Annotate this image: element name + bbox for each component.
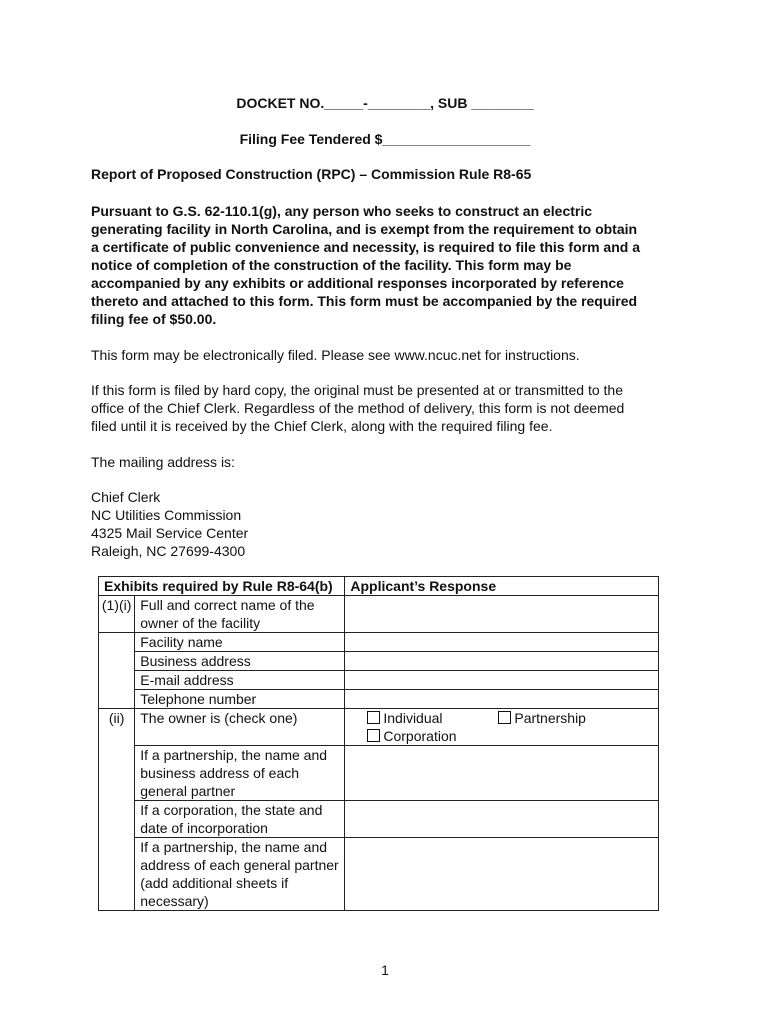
filing-fee-line: Filing Fee Tendered $___________________ bbox=[239, 131, 531, 147]
mailing-address-intro: The mailing address is: bbox=[91, 454, 235, 470]
exhibit-number bbox=[99, 838, 135, 911]
exhibit-description: If a partnership, the name and address of each general partner (add additional sheets if necessary) bbox=[135, 838, 345, 911]
partnership-partners-response[interactable] bbox=[345, 746, 659, 801]
pursuant-line: generating facility in North Carolina, and is exempt from the requirement to obtain bbox=[91, 221, 638, 237]
exhibits-table bbox=[98, 576, 659, 911]
facility-name-response[interactable] bbox=[345, 633, 659, 652]
option-label: Partnership bbox=[514, 710, 586, 726]
exhibit-number bbox=[99, 690, 135, 709]
electronic-filing-note: This form may be electronically filed. Please see www.ncuc.net for instructions. bbox=[91, 347, 580, 363]
exhibit-number: (1)(i) bbox=[99, 596, 135, 633]
table-row bbox=[99, 746, 659, 801]
owner-name-response[interactable] bbox=[345, 596, 659, 633]
pursuant-line: accompanied by any exhibits or additional responses incorporated by reference bbox=[91, 275, 624, 291]
table-row bbox=[99, 671, 659, 690]
checkbox-icon[interactable] bbox=[367, 729, 380, 742]
applicant-response-header: Applicant’s Response bbox=[345, 577, 659, 596]
table-header-row bbox=[99, 577, 659, 596]
exhibit-number bbox=[99, 652, 135, 671]
table-row bbox=[99, 838, 659, 911]
table-row bbox=[99, 690, 659, 709]
exhibits-header: Exhibits required by Rule R8-64(b) bbox=[99, 577, 345, 596]
exhibit-description: Facility name bbox=[135, 633, 345, 652]
table-row bbox=[99, 596, 659, 633]
exhibit-number: (ii) bbox=[99, 709, 135, 746]
exhibit-description: The owner is (check one) bbox=[135, 709, 345, 746]
exhibit-description: Telephone number bbox=[135, 690, 345, 709]
exhibit-description: Full and correct name of the owner of the facility bbox=[135, 596, 345, 633]
owner-type-options-row bbox=[367, 709, 653, 727]
mailing-address bbox=[91, 488, 681, 560]
address-line: 4325 Mail Service Center bbox=[91, 525, 249, 541]
pursuant-line: notice of completion of the construction of the facility. This form may be bbox=[91, 257, 572, 273]
checkbox-icon[interactable] bbox=[498, 711, 511, 724]
pursuant-line: filing fee of $50.00. bbox=[91, 311, 217, 327]
hardcopy-line: If this form is filed by hard copy, the original must be presented at or transmitted to the bbox=[91, 382, 623, 398]
exhibit-number bbox=[99, 801, 135, 838]
option-label: Individual bbox=[383, 710, 443, 726]
checkbox-icon[interactable] bbox=[367, 711, 380, 724]
business-address-response[interactable] bbox=[345, 652, 659, 671]
telephone-response[interactable] bbox=[345, 690, 659, 709]
pursuant-line: Pursuant to G.S. 62-110.1(g), any person who seeks to construct an electric bbox=[91, 203, 593, 219]
exhibit-number bbox=[99, 671, 135, 690]
option-partnership[interactable] bbox=[498, 709, 586, 727]
page-number: 1 bbox=[381, 962, 389, 978]
form-title: Report of Proposed Construction (RPC) – Commission Rule R8-65 bbox=[91, 166, 532, 182]
owner-type-options-row bbox=[367, 727, 653, 745]
owner-type-response bbox=[345, 709, 659, 746]
pursuant-line: a certificate of public convenience and necessity, is required to file this form and a bbox=[91, 239, 641, 255]
exhibit-number bbox=[99, 746, 135, 801]
option-individual[interactable] bbox=[367, 709, 498, 727]
incorporation-response[interactable] bbox=[345, 801, 659, 838]
exhibit-description: Business address bbox=[135, 652, 345, 671]
pursuant-paragraph bbox=[91, 202, 680, 328]
email-address-response[interactable] bbox=[345, 671, 659, 690]
table-row bbox=[99, 801, 659, 838]
option-label: Corporation bbox=[383, 728, 457, 744]
pursuant-line: thereto and attached to this form. This form must be accompanied by the required bbox=[91, 293, 638, 309]
hardcopy-paragraph bbox=[91, 381, 681, 435]
general-partners-response[interactable] bbox=[345, 838, 659, 911]
table-row bbox=[99, 633, 659, 652]
exhibit-description: If a partnership, the name and business address of each general partner bbox=[135, 746, 345, 801]
exhibit-description: If a corporation, the state and date of incorporation bbox=[135, 801, 345, 838]
address-line: Chief Clerk bbox=[91, 489, 161, 505]
option-corporation[interactable] bbox=[367, 727, 456, 745]
table-row bbox=[99, 652, 659, 671]
exhibit-description: E-mail address bbox=[135, 671, 345, 690]
docket-number-line: DOCKET NO._____-________, SUB ________ bbox=[236, 95, 534, 111]
table-row bbox=[99, 709, 659, 746]
hardcopy-line: filed until it is received by the Chief Clerk, along with the required filing fee. bbox=[91, 418, 553, 434]
address-line: NC Utilities Commission bbox=[91, 507, 242, 523]
hardcopy-line: office of the Chief Clerk. Regardless of the method of delivery, this form is not deemed bbox=[91, 400, 625, 416]
address-line: Raleigh, NC 27699-4300 bbox=[91, 543, 246, 559]
exhibit-number bbox=[99, 633, 135, 652]
